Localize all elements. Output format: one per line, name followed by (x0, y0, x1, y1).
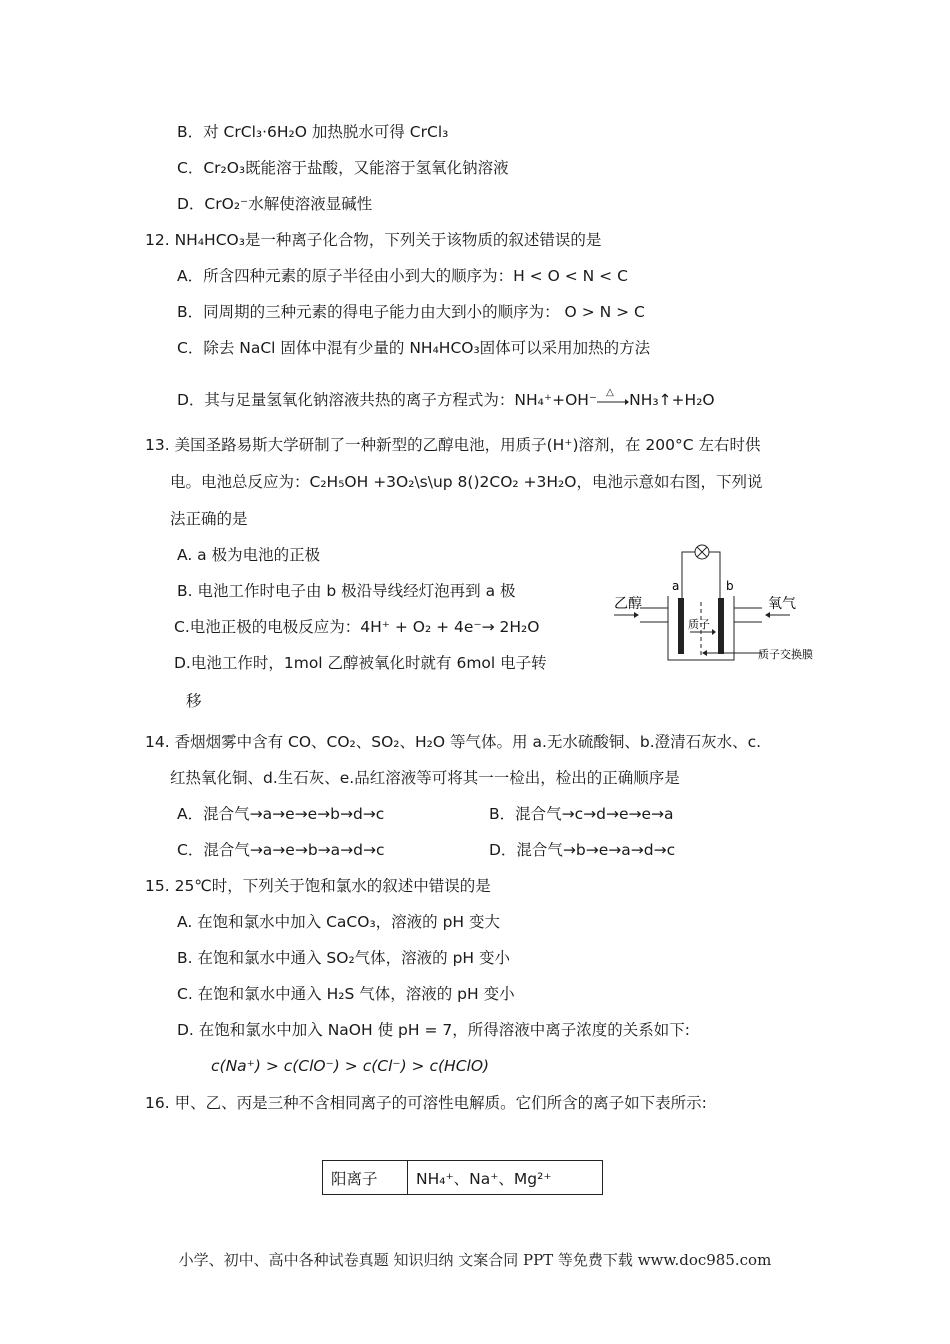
q11-option-d: D．CrO₂⁻水解使溶液显碱性 (177, 195, 373, 213)
q13-stem-1: 13. 美国圣路易斯大学研制了一种新型的乙醇电池，用质子(H⁺)溶剂，在 200°C 左右时供 (145, 436, 761, 454)
q12-stem: 12. NH₄HCO₃是一种离子化合物，下列关于该物质的叙述错误的是 (145, 231, 602, 249)
q13-option-c: C.电池正极的电极反应为：4H⁺ + O₂ + 4e⁻→ 2H₂O (174, 618, 540, 636)
q12-option-d-prefix: D．其与足量氢氧化钠溶液共热的离子方程式为：NH₄⁺+OH⁻ (177, 391, 598, 409)
q14-stem-2: 红热氧化铜、d.生石灰、e.品红溶液等可将其一一检出，检出的正确顺序是 (170, 769, 680, 787)
ethanol-cell-diagram (612, 540, 822, 670)
membrane-label: 质子交换膜 (758, 648, 813, 661)
oxygen-arrow-icon (765, 612, 790, 618)
q14-stem-1: 14. 香烟烟雾中含有 CO、CO₂、SO₂、H₂O 等气体。用 a.无水硫酸铜、b.澄清石灰水、c. (145, 733, 762, 751)
electrode-a-label: a (672, 579, 680, 593)
q12-option-d-suffix: NH₃↑+H₂O (629, 391, 715, 409)
q11-option-b: B．对 CrCl₃·6H₂O 加热脱水可得 CrCl₃ (177, 123, 449, 141)
electrode-b (718, 598, 724, 654)
q15-option-b: B. 在饱和氯水中通入 SO₂气体，溶液的 pH 变小 (177, 949, 511, 967)
q16-stem: 16. 甲、乙、丙是三种不含相同离子的可溶性电解质。它们所含的离子如下表所示: (145, 1094, 707, 1112)
q11-option-c: C．Cr₂O₃既能溶于盐酸，又能溶于氢氧化钠溶液 (177, 159, 509, 177)
q12-option-d (177, 386, 715, 411)
ethanol-label: 乙醇 (614, 596, 642, 612)
page-footer: 小学、初中、高中各种试卷真题 知识归纳 文案合同 PPT 等免费下载 www.doc985.com (178, 1251, 772, 1269)
ion-table (322, 1160, 603, 1195)
q13-option-d-line1: D.电池工作时，1mol 乙醇被氧化时就有 6mol 电子转 (174, 654, 547, 672)
oxygen-label: 氧气 (768, 596, 796, 612)
q14-option-d: D．混合气→b→e→a→d→c (489, 841, 676, 859)
q15-stem: 15. 25℃时，下列关于饱和氯水的叙述中错误的是 (145, 877, 491, 895)
q13-option-a: A. a 极为电池的正极 (177, 546, 321, 564)
q13-stem-3: 法正确的是 (170, 510, 248, 528)
table-header-cell: 阳离子 (323, 1161, 408, 1195)
q15-option-d: D. 在饱和氯水中加入 NaOH 使 pH = 7，所得溶液中离子浓度的关系如下: (177, 1021, 690, 1039)
q13-stem-2: 电。电池总反应为：C₂H₅OH +3O₂\s\up 8()2CO₂ +3H₂O，电池示意如右图，下列说 (170, 473, 763, 491)
lamp-icon (695, 545, 709, 559)
q14-option-c: C．混合气→a→e→b→a→d→c (177, 841, 385, 859)
q12-option-b: B．同周期的三种元素的得电子能力由大到小的顺序为： O > N > C (177, 303, 645, 321)
q15-option-d-relation: c(Na⁺) > c(ClO⁻) > c(Cl⁻) > c(HClO) (211, 1057, 490, 1075)
q12-option-a: A．所含四种元素的原子半径由小到大的顺序为：H < O < N < C (177, 267, 628, 285)
q12-option-c: C．除去 NaCl 固体中混有少量的 NH₄HCO₃固体可以采用加热的方法 (177, 339, 651, 357)
arrow-icon (597, 394, 629, 408)
q15-option-c: C. 在饱和氯水中通入 H₂S 气体，溶液的 pH 变小 (177, 985, 515, 1003)
heating-symbol: △ (606, 386, 614, 398)
table-row (323, 1161, 603, 1195)
table-value-cell: NH₄⁺、Na⁺、Mg²⁺ (408, 1161, 603, 1195)
electrode-b-label: b (726, 579, 734, 593)
q13-option-b: B. 电池工作时电子由 b 极沿导线经灯泡再到 a 极 (177, 582, 516, 600)
ethanol-arrow-icon (614, 612, 639, 618)
membrane-pointer-icon (702, 650, 762, 656)
q14-option-a: A．混合气→a→e→e→b→d→c (177, 805, 385, 823)
q14-option-b: B．混合气→c→d→e→e→a (489, 805, 674, 823)
proton-label: 质子 (688, 618, 710, 631)
heating-arrow (597, 386, 629, 408)
q13-option-d-line2: 移 (186, 692, 202, 710)
electrode-a (678, 598, 684, 654)
q15-option-a: A. 在饱和氯水中加入 CaCO₃，溶液的 pH 变大 (177, 913, 501, 931)
